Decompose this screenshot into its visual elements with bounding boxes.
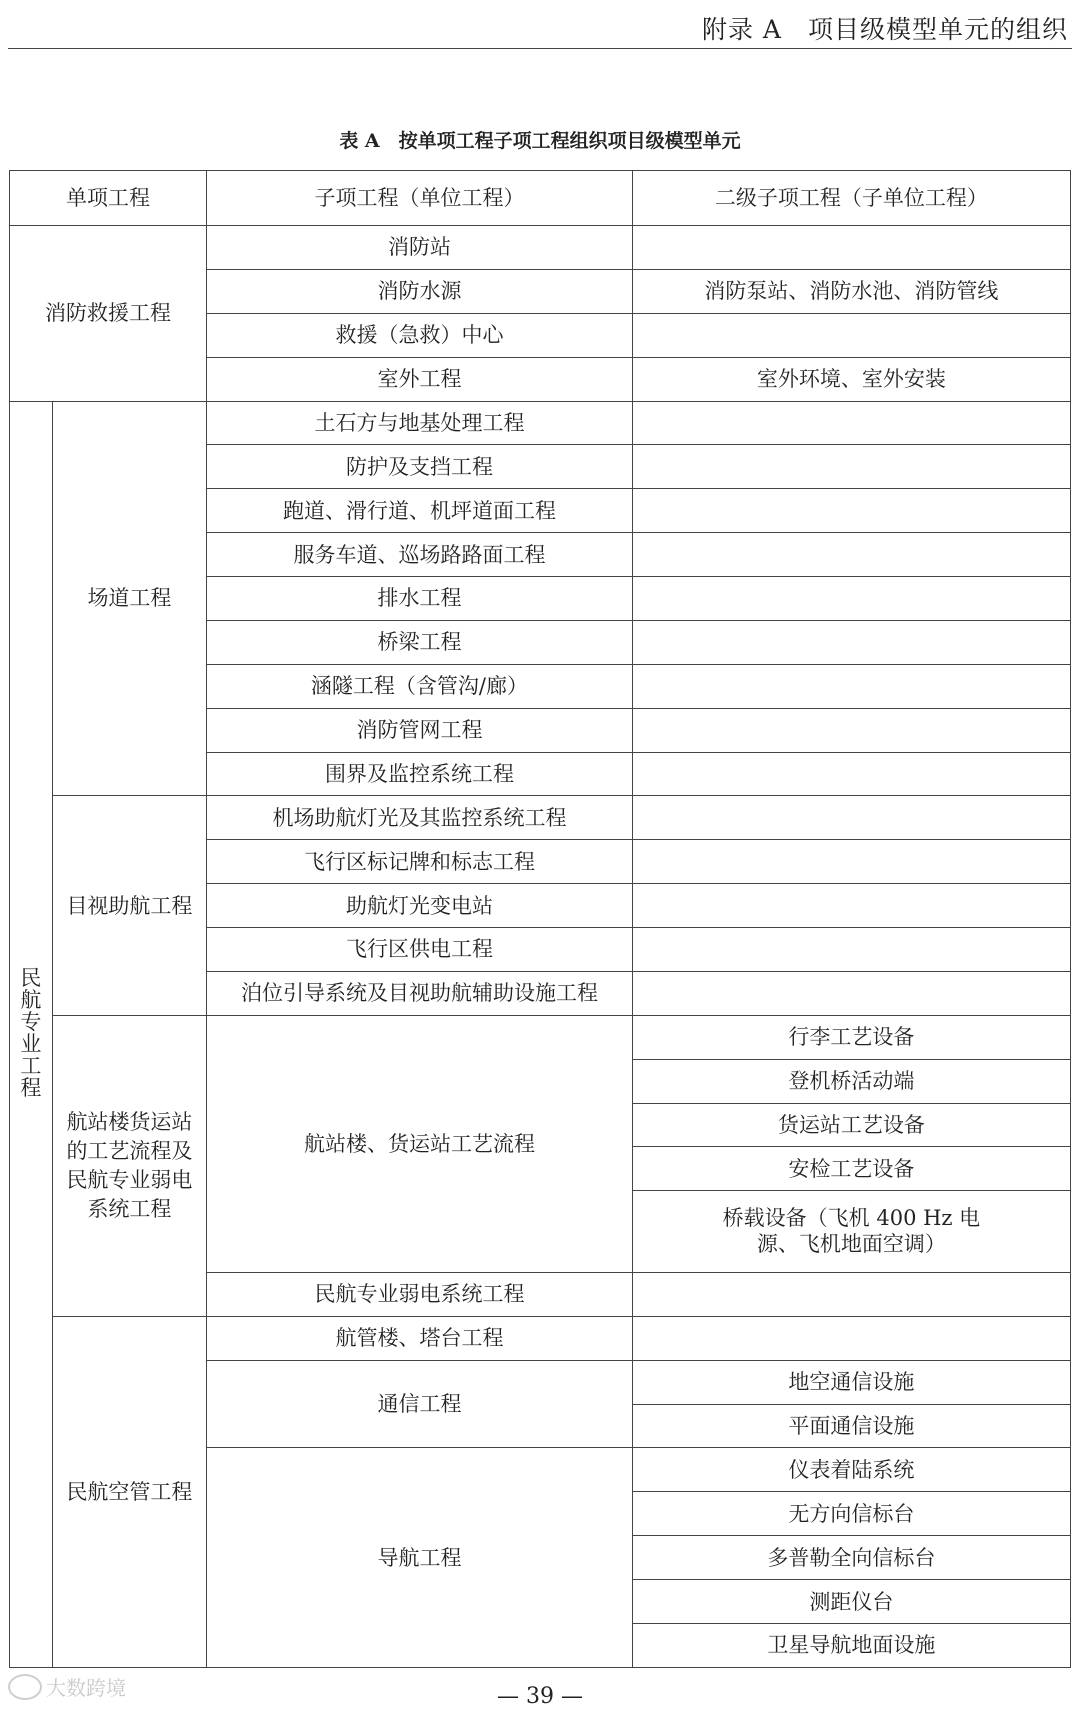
watermark-text: 大数跨境 (46, 1676, 126, 1700)
subitem-cell: 土石方与地基处理工程 (207, 401, 633, 445)
second-cell (632, 489, 1070, 533)
second-cell (632, 226, 1070, 270)
subitem-cell: 航管楼、塔台工程 (207, 1316, 633, 1360)
second-cell (632, 401, 1070, 445)
second-cell: 平面通信设施 (632, 1404, 1070, 1448)
second-cell: 无方向信标台 (632, 1492, 1070, 1536)
second-cell (632, 664, 1070, 708)
subitem-cell: 飞行区供电工程 (207, 928, 633, 972)
table-row (10, 401, 1071, 445)
item-cell: 消防救援工程 (10, 226, 207, 402)
column-header: 二级子项工程（子单位工程） (632, 171, 1070, 226)
subitem-cell: 民航专业弱电系统工程 (207, 1272, 633, 1316)
category-cell: 场道工程 (52, 401, 206, 796)
second-cell: 登机桥活动端 (632, 1059, 1070, 1103)
second-cell: 仪表着陆系统 (632, 1448, 1070, 1492)
item-cell-vertical (10, 401, 53, 1668)
category-cell (52, 1015, 206, 1316)
watermark-logo-icon (8, 1674, 42, 1700)
vertical-item-label: 民航专业工程 (20, 965, 42, 1100)
table-header-row (10, 171, 1071, 226)
second-cell (632, 620, 1070, 664)
subitem-cell: 助航灯光变电站 (207, 884, 633, 928)
second-cell: 货运站工艺设备 (632, 1103, 1070, 1147)
subitem-cell: 跑道、滑行道、机坪道面工程 (207, 489, 633, 533)
second-cell (632, 445, 1070, 489)
subitem-cell: 消防水源 (207, 269, 633, 313)
second-cell-label: 桥载设备（飞机 400 Hz 电源、飞机地面空调） (722, 1206, 981, 1257)
page-number: — 39 — (497, 1684, 583, 1709)
second-cell: 室外环境、室外安装 (632, 357, 1070, 401)
subitem-cell: 桥梁工程 (207, 620, 633, 664)
second-cell (632, 313, 1070, 357)
project-unit-table (9, 170, 1071, 1668)
subitem-cell: 消防站 (207, 226, 633, 270)
second-cell: 安检工艺设备 (632, 1147, 1070, 1191)
subitem-cell: 泊位引导系统及目视助航辅助设施工程 (207, 971, 633, 1015)
second-cell (632, 884, 1070, 928)
second-cell: 测距仪台 (632, 1580, 1070, 1624)
category-cell: 目视助航工程 (52, 796, 206, 1015)
second-cell (632, 1272, 1070, 1316)
second-cell (632, 928, 1070, 972)
subitem-cell: 涵隧工程（含管沟/廊） (207, 664, 633, 708)
second-cell: 地空通信设施 (632, 1360, 1070, 1404)
second-cell (632, 1191, 1070, 1273)
subitem-cell: 服务车道、巡场路路面工程 (207, 533, 633, 577)
subitem-cell: 室外工程 (207, 357, 633, 401)
subitem-cell: 航站楼、货运站工艺流程 (207, 1015, 633, 1272)
second-cell (632, 840, 1070, 884)
table-row (10, 1316, 1071, 1360)
watermark (8, 1672, 126, 1701)
table-row (10, 1015, 1071, 1059)
second-cell: 行李工艺设备 (632, 1015, 1070, 1059)
second-cell (632, 577, 1070, 621)
second-cell: 多普勒全向信标台 (632, 1536, 1070, 1580)
category-cell: 民航空管工程 (52, 1316, 206, 1667)
table-row (10, 796, 1071, 840)
subitem-cell: 飞行区标记牌和标志工程 (207, 840, 633, 884)
subitem-cell: 救援（急救）中心 (207, 313, 633, 357)
subitem-cell: 消防管网工程 (207, 708, 633, 752)
second-cell (632, 708, 1070, 752)
second-cell (632, 796, 1070, 840)
second-cell (632, 752, 1070, 796)
second-cell (632, 533, 1070, 577)
subitem-cell: 导航工程 (207, 1448, 633, 1668)
second-cell (632, 1316, 1070, 1360)
running-header (8, 0, 1072, 49)
table-row (10, 226, 1071, 270)
column-header: 单项工程 (10, 171, 207, 226)
subitem-cell: 机场助航灯光及其监控系统工程 (207, 796, 633, 840)
running-header-title: 附录 A 项目级模型单元的组织 (701, 15, 1068, 44)
second-cell: 消防泵站、消防水池、消防管线 (632, 269, 1070, 313)
table-title: 表 A 按单项工程子项工程组织项目级模型单元 (339, 130, 741, 152)
column-header: 子项工程（单位工程） (207, 171, 633, 226)
subitem-cell: 防护及支挡工程 (207, 445, 633, 489)
subitem-cell: 排水工程 (207, 577, 633, 621)
subitem-cell: 通信工程 (207, 1360, 633, 1448)
category-label: 航站楼货运站的工艺流程及民航专业弱电系统工程 (66, 1109, 193, 1221)
second-cell (632, 971, 1070, 1015)
second-cell: 卫星导航地面设施 (632, 1623, 1070, 1667)
subitem-cell: 围界及监控系统工程 (207, 752, 633, 796)
